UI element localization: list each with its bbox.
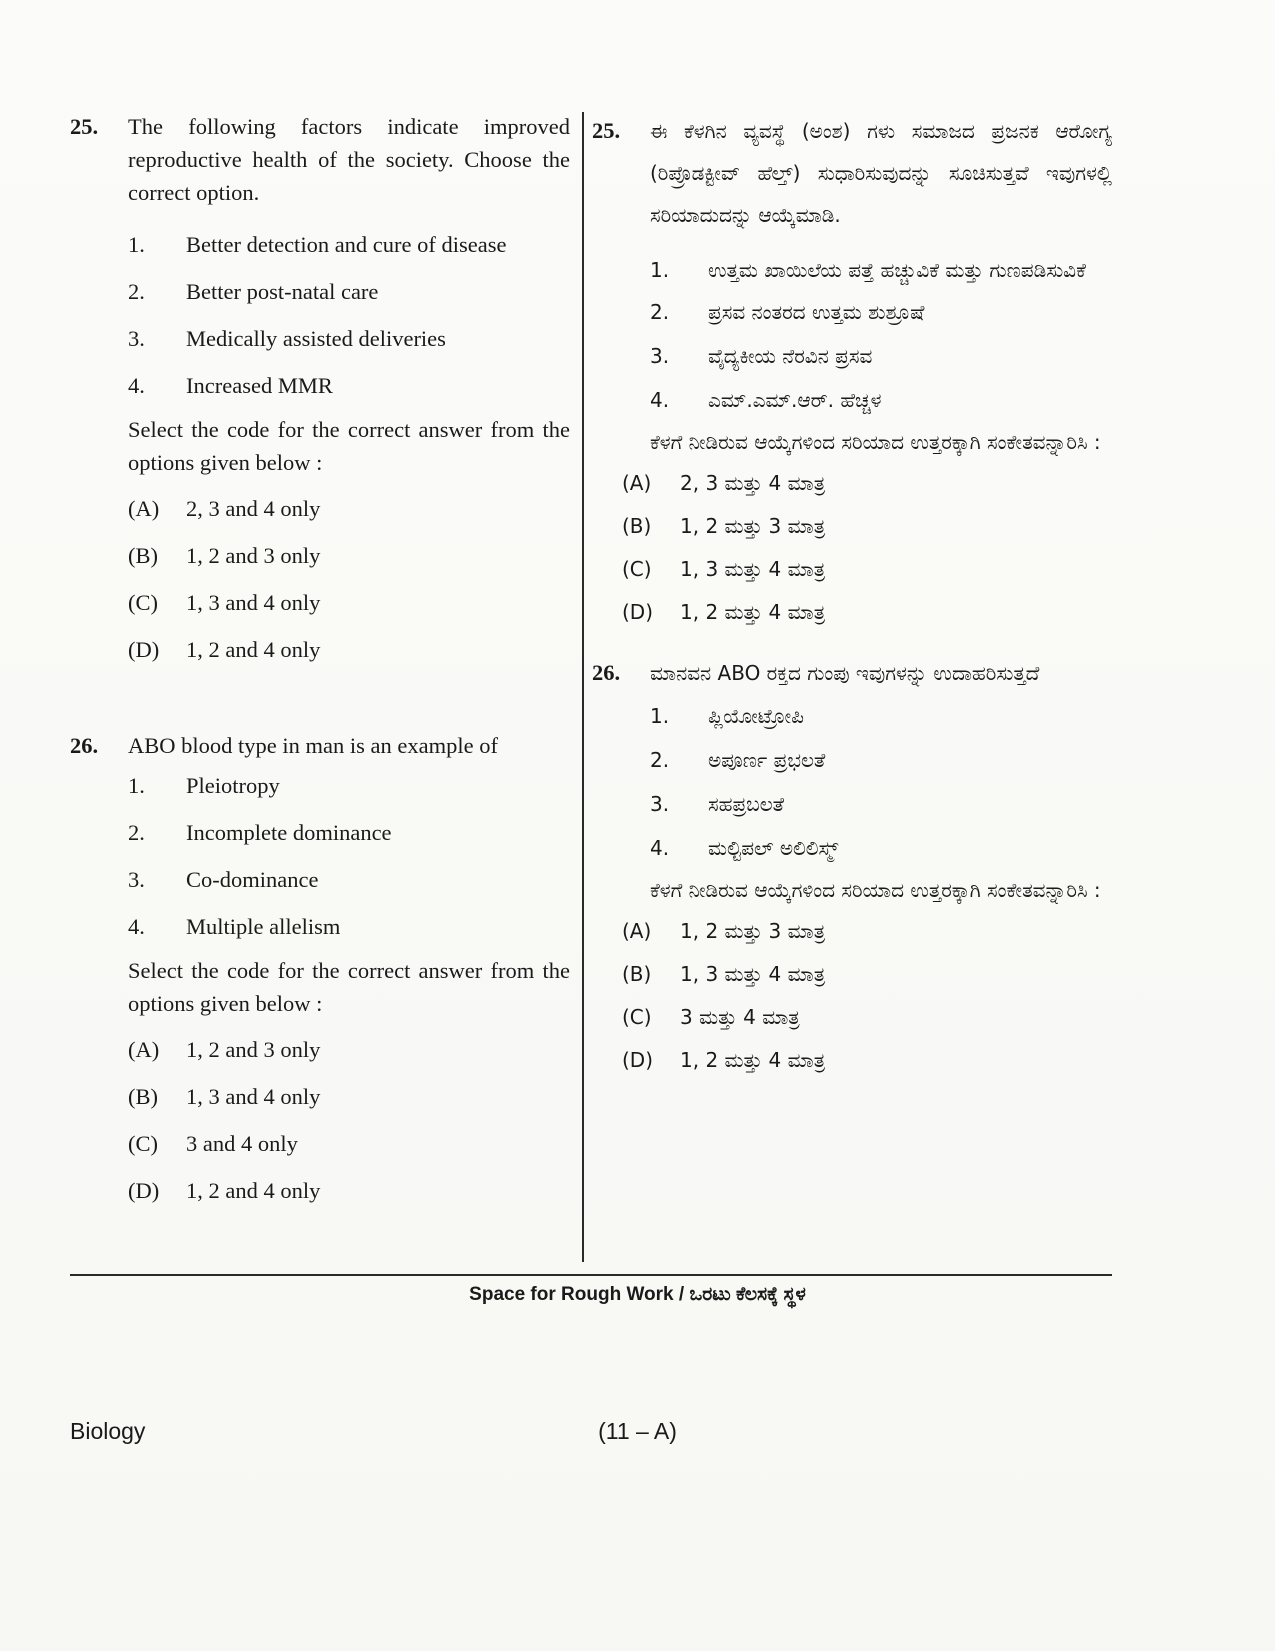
statement-number: 2. — [650, 748, 670, 772]
statement-text: Co-dominance — [186, 867, 319, 892]
question-26-kn — [592, 652, 1112, 1082]
option-text: 1, 2 and 3 only — [186, 543, 321, 568]
option-letter: (A) — [622, 471, 652, 495]
statement-item — [650, 378, 1112, 422]
answer-option-d[interactable] — [128, 1167, 570, 1214]
statement-text: ಅಪೂರ್ಣ ಪ್ರಭಲತೆ — [708, 748, 826, 772]
option-text: 2, 3 ಮತ್ತು 4 ಮಾತ್ರ — [680, 471, 826, 495]
answer-option-b[interactable] — [622, 953, 1112, 996]
option-text: 1, 2 ಮತ್ತು 3 ಮಾತ್ರ — [680, 514, 826, 538]
option-letter: (C) — [622, 1005, 652, 1029]
question-number: 25. — [592, 118, 621, 143]
option-letter: (B) — [128, 543, 158, 568]
statement-number: 4. — [650, 388, 670, 412]
statement-number: 1. — [128, 232, 145, 257]
option-text: 1, 2 and 4 only — [186, 1178, 321, 1203]
statement-item — [650, 694, 1112, 738]
answer-option-d[interactable] — [622, 1039, 1112, 1082]
statement-text: Better detection and cure of disease — [186, 232, 507, 257]
statement-number: 2. — [128, 279, 145, 304]
statement-item — [128, 762, 570, 809]
statement-item — [650, 782, 1112, 826]
statement-item — [128, 315, 570, 362]
statement-text: ವೈದ್ಯಕೀಯ ನೆರವಿನ ಪ್ರಸವ — [708, 344, 873, 368]
option-letter: (B) — [622, 514, 652, 538]
statement-text: Medically assisted deliveries — [186, 326, 446, 351]
question-25-kn — [592, 110, 1112, 634]
option-letter: (D) — [622, 1048, 654, 1072]
option-text: 3 ಮತ್ತು 4 ಮಾತ್ರ — [680, 1005, 800, 1029]
statement-item — [650, 826, 1112, 870]
statement-item — [128, 856, 570, 903]
answer-option-b[interactable] — [622, 505, 1112, 548]
option-text: 2, 3 and 4 only — [186, 496, 321, 521]
statement-item — [128, 268, 570, 315]
statement-number: 1. — [650, 258, 670, 282]
statement-text: Better post-natal care — [186, 279, 379, 304]
statement-text: Multiple allelism — [186, 914, 341, 939]
answer-option-a[interactable] — [622, 462, 1112, 505]
column-divider — [582, 112, 584, 1262]
statement-number: 4. — [128, 373, 145, 398]
footer-rule — [70, 1274, 1112, 1276]
statement-item — [128, 903, 570, 950]
option-letter: (A) — [128, 1037, 160, 1062]
option-text: 1, 2 ಮತ್ತು 3 ಮಾತ್ರ — [680, 919, 826, 943]
statement-text: ಮಲ್ಟಿಪಲ್ ಅಲಿಲಿಸ್ಮ್ — [708, 836, 839, 860]
statement-number: 3. — [128, 326, 145, 351]
statement-list — [650, 694, 1112, 870]
statement-number: 3. — [650, 344, 670, 368]
answer-option-c[interactable] — [128, 1120, 570, 1167]
statement-text: ಉತ್ತಮ ಖಾಯಿಲೆಯ ಪತ್ತೆ ಹಚ್ಚುವಿಕೆ ಮತ್ತು ಗುಣಪಡಿಸುವಿಕೆ — [708, 258, 1086, 282]
option-letter: (D) — [128, 1178, 160, 1203]
statement-text: ಸಹಪ್ರಬಲತೆ — [708, 792, 785, 816]
answer-option-c[interactable] — [622, 548, 1112, 591]
statement-text: ಎಮ್.ಎಮ್.ಆರ್. ಹೆಚ್ಚಳ — [708, 388, 882, 412]
option-letter: (D) — [128, 637, 160, 662]
statement-item — [650, 250, 1112, 290]
answer-option-a[interactable] — [128, 1026, 570, 1073]
option-letter: (C) — [128, 590, 158, 615]
statement-list — [128, 762, 570, 950]
answer-option-a[interactable] — [128, 485, 570, 532]
option-text: 1, 3 and 4 only — [186, 590, 321, 615]
question-text: ಈ ಕೆಳಗಿನ ವ್ಯವಸ್ಥೆ (ಅಂಶ) ಗಳು ಸಮಾಜದ ಪ್ರಜನಕ ಆರೋಗ್ಯ (ರಿಪ್ರೊಡಕ್ಟೀವ್ ಹೆಲ್ತ್) ಸುಧಾರಿಸುವುದನ್ನು ಸೂಚಿಸುತ್ತವೆ ಇವುಗಳಲ್ಲಿ ಸರಿಯಾದುದನ್ನು ಆಯ್ಕೆಮಾಡಿ. — [650, 119, 1112, 227]
statement-item — [650, 334, 1112, 378]
statement-number: 3. — [650, 792, 670, 816]
statement-text: ಪ್ರಸವ ನಂತರದ ಉತ್ತಮ ಶುಶ್ರೂಷೆ — [708, 300, 925, 324]
option-text: 1, 2 ಮತ್ತು 4 ಮಾತ್ರ — [680, 1048, 826, 1072]
instruction-text: ಕೆಳಗೆ ನೀಡಿರುವ ಆಯ್ಕೆಗಳಿಂದ ಸರಿಯಾದ ಉತ್ತರಕ್ಕಾಗಿ ಸಂಕೇತವನ್ನಾರಿಸಿ : — [650, 430, 1101, 454]
option-text: 1, 3 ಮತ್ತು 4 ಮಾತ್ರ — [680, 557, 826, 581]
answer-option-c[interactable] — [128, 579, 570, 626]
option-text: 1, 2 and 4 only — [186, 637, 321, 662]
option-text: 3 and 4 only — [186, 1131, 298, 1156]
option-letter: (B) — [128, 1084, 158, 1109]
option-letter: (C) — [622, 557, 652, 581]
question-26-en — [70, 729, 570, 1214]
statement-text: Increased MMR — [186, 373, 333, 398]
instruction-text: ಕೆಳಗೆ ನೀಡಿರುವ ಆಯ್ಕೆಗಳಿಂದ ಸರಿಯಾದ ಉತ್ತರಕ್ಕಾಗಿ ಸಂಕೇತವನ್ನಾರಿಸಿ : — [650, 878, 1101, 902]
question-text: ABO blood type in man is an example of — [128, 733, 498, 758]
question-text: ಮಾನವನ ABO ರಕ್ತದ ಗುಂಪು ಇವುಗಳನ್ನು ಉದಾಹರಿಸುತ್ತದೆ — [650, 661, 1040, 685]
option-letter: (D) — [622, 600, 654, 624]
statement-list — [128, 221, 570, 409]
answer-option-b[interactable] — [128, 532, 570, 579]
rough-work-label: Space for Rough Work / ಒರಟು ಕೆಲಸಕ್ಕೆ ಸ್ಥಳ — [469, 1284, 806, 1305]
statement-number: 3. — [128, 867, 145, 892]
statement-number: 4. — [650, 836, 670, 860]
option-letter: (A) — [622, 919, 652, 943]
question-number: 26. — [70, 733, 99, 758]
question-25-en — [70, 110, 570, 673]
english-column — [70, 110, 570, 1214]
statement-list — [650, 250, 1112, 422]
answer-option-a[interactable] — [622, 910, 1112, 953]
option-letter: (B) — [622, 962, 652, 986]
statement-item — [128, 221, 570, 268]
statement-text: Incomplete dominance — [186, 820, 392, 845]
answer-option-c[interactable] — [622, 996, 1112, 1039]
statement-text: ಪ್ಲಿಯೋಟ್ರೋಪಿ — [708, 704, 804, 728]
statement-number: 2. — [128, 820, 145, 845]
page-number: (11 – A) — [598, 1418, 677, 1444]
statement-item — [650, 290, 1112, 334]
statement-item — [128, 809, 570, 856]
option-letter: (C) — [128, 1131, 158, 1156]
answer-options — [622, 462, 1112, 634]
question-number: 26. — [592, 660, 621, 685]
answer-options — [128, 1026, 570, 1214]
statement-number: 4. — [128, 914, 145, 939]
option-text: 1, 2 ಮತ್ತು 4 ಮಾತ್ರ — [680, 600, 826, 624]
statement-number: 1. — [650, 704, 670, 728]
instruction-text: Select the code for the correct answer from the options given below : — [128, 958, 570, 1016]
instruction-text: Select the code for the correct answer from the options given below : — [128, 417, 570, 475]
question-number: 25. — [70, 114, 99, 139]
answer-option-d[interactable] — [128, 626, 570, 673]
subject-label: Biology — [70, 1418, 146, 1444]
statement-item — [650, 738, 1112, 782]
statement-text: Pleiotropy — [186, 773, 280, 798]
statement-number: 2. — [650, 300, 670, 324]
option-letter: (A) — [128, 496, 160, 521]
statement-number: 1. — [128, 773, 145, 798]
question-text: The following factors indicate improved reproductive health of the society. Choose the correct option. — [128, 114, 570, 205]
statement-item — [128, 362, 570, 409]
option-text: 1, 3 and 4 only — [186, 1084, 321, 1109]
kannada-column — [592, 110, 1112, 1082]
answer-options — [128, 485, 570, 673]
answer-option-b[interactable] — [128, 1073, 570, 1120]
option-text: 1, 3 ಮತ್ತು 4 ಮಾತ್ರ — [680, 962, 826, 986]
answer-options — [622, 910, 1112, 1082]
option-text: 1, 2 and 3 only — [186, 1037, 321, 1062]
answer-option-d[interactable] — [622, 591, 1112, 634]
